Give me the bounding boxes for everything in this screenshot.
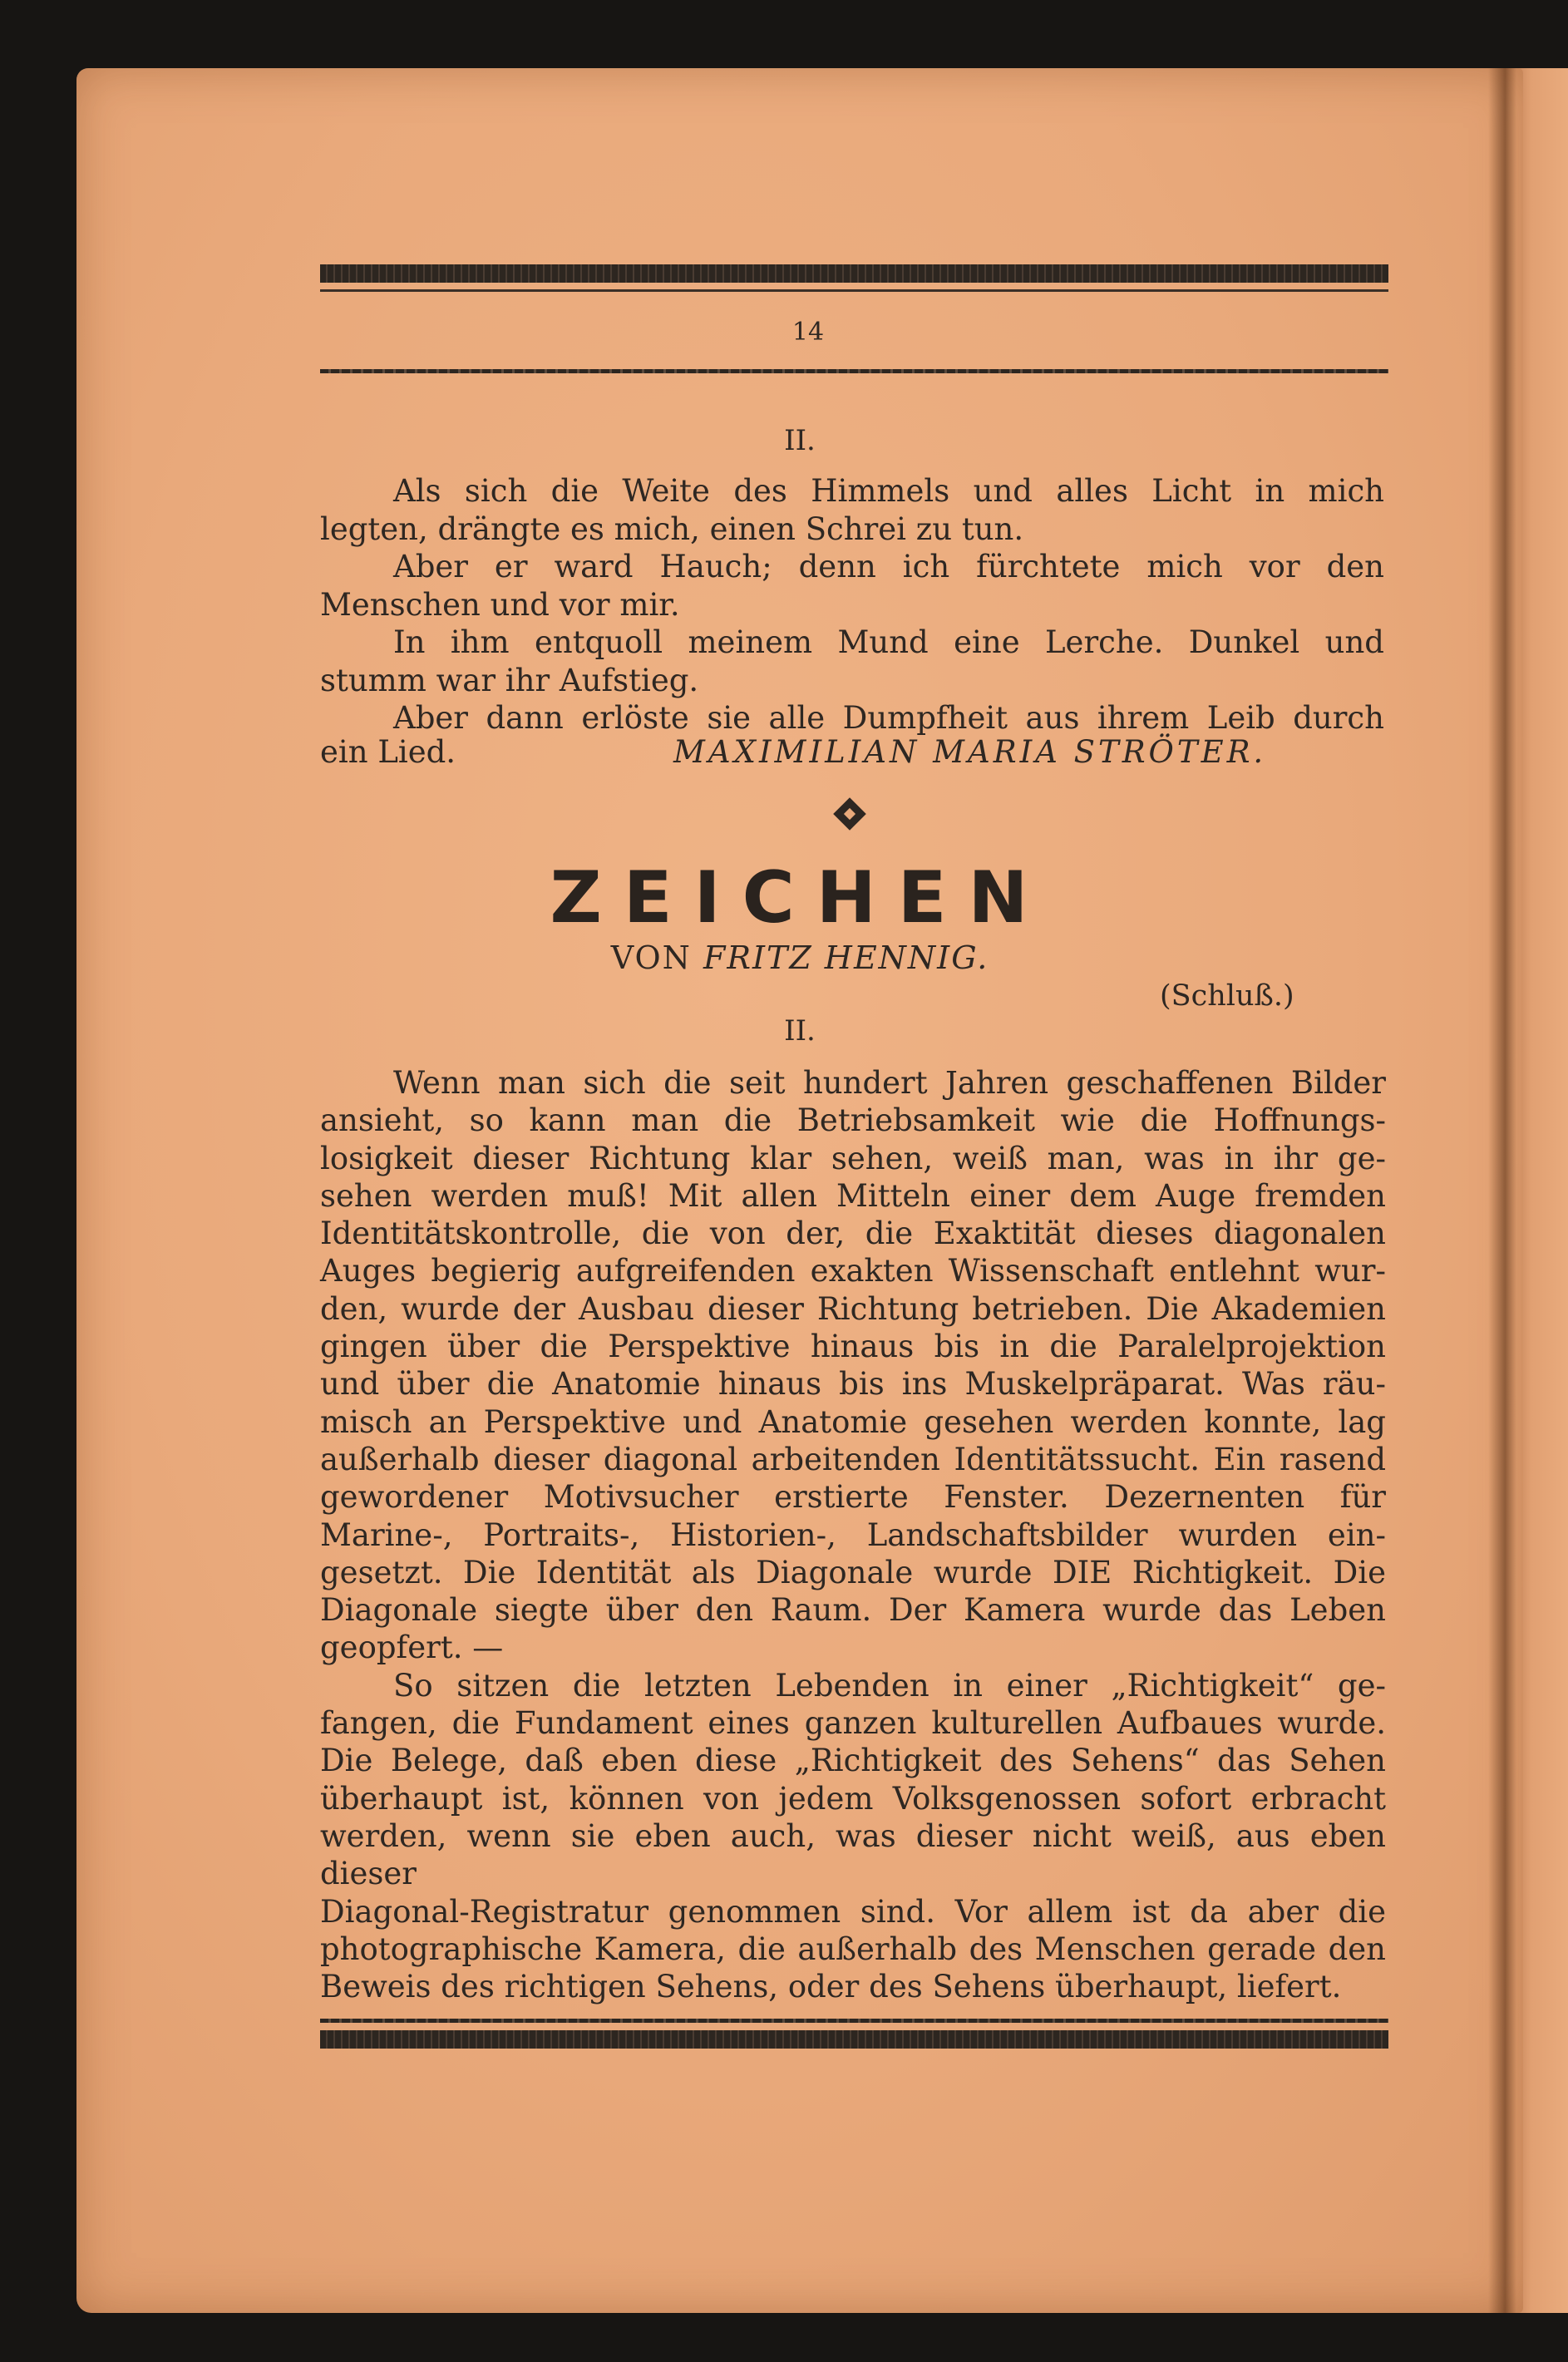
poem-line: Als sich die Weite des Himmels und alles Licht in mich: [393, 473, 1384, 509]
article-line: außerhalb dieser diagonal arbeitenden Identitätssucht. Ein rasend: [320, 1441, 1386, 1477]
poem-line: Aber dann erlöste sie alle Dumpfheit aus ihrem Leib durch: [393, 700, 1384, 736]
article-line: misch an Perspektive und Anatomie gesehen werden konnte, lag: [320, 1403, 1386, 1440]
poem-line: legten, drängte es mich, einen Schrei zu tun.: [320, 510, 1024, 547]
article-line: werden, wenn sie eben auch, was dieser nicht weiß, aus eben dieser: [320, 1817, 1386, 1892]
article-line: Die Belege, daß eben diese „Richtigkeit des Sehens“ das Sehen: [320, 1743, 1386, 1779]
byline-prefix: VON: [610, 939, 692, 976]
article-line: den, wurde der Ausbau dieser Richtung betrieben. Die Akademien: [320, 1290, 1386, 1327]
article-line: gesetzt. Die Identität als Diagonale wurde DIE Richtigkeit. Die: [320, 1554, 1386, 1590]
header-rule-under-number: [320, 369, 1388, 373]
article-line: ansieht, so kann man die Betriebsamkeit wie die Hoffnungs-: [320, 1102, 1386, 1139]
article-line: fangen, die Fundament eines ganzen kulturellen Aufbaues wurde.: [320, 1705, 1386, 1742]
poem-author: MAXIMILIAN MARIA STRÖTER.: [673, 734, 1267, 770]
poem-line: Menschen und vor mir.: [320, 586, 680, 623]
poem-line: Aber er ward Hauch; denn ich fürchtete mich vor den: [393, 549, 1384, 584]
article-line: Diagonal-Registratur genommen sind. Vor allem ist da aber die: [320, 1893, 1386, 1930]
article-line: Auges begierig aufgreifenden exakten Wissenschaft entlehnt wur-: [320, 1253, 1386, 1289]
article-body: [320, 1064, 1386, 2005]
byline-author: FRITZ HENNIG.: [703, 939, 989, 976]
article-line: und über die Anatomie hinaus bis ins Muskelpräparat. Was räu-: [320, 1366, 1386, 1403]
article-line: geopfert. —: [320, 1630, 504, 1666]
footer-rule-thick: [320, 2030, 1388, 2049]
article-line: losigkeit dieser Richtung klar sehen, weiß man, was in ihr ge-: [320, 1140, 1386, 1176]
article-line: überhaupt ist, können von jedem Volksgenossen sofort erbracht: [320, 1780, 1386, 1817]
article-line: sehen werden muß! Mit allen Mitteln einer dem Auge fremden: [320, 1177, 1386, 1214]
header-rule-thick: [320, 264, 1388, 283]
poem-text: [320, 472, 1384, 737]
article-line: photographische Kamera, die außerhalb des Menschen gerade den: [320, 1931, 1386, 1967]
page-number: 14: [791, 318, 825, 347]
article-line: Diagonale siegte über den Raum. Der Kamera wurde das Leben: [320, 1592, 1386, 1629]
article-line: Beweis des richtigen Sehens, oder des Sehens überhaupt, liefert.: [320, 1969, 1342, 2005]
poem-closing-line: [320, 733, 1384, 771]
poem-line: In ihm entquoll meinem Mund eine Lerche. Dunkel und: [393, 624, 1384, 660]
page-gutter-shadow: [1488, 68, 1516, 2313]
article-line: Marine-, Portraits-, Historien-, Landschaftsbilder wurden ein-: [320, 1516, 1386, 1553]
article-line: Identitätskontrolle, die von der, die Exaktität dieses diagonalen: [320, 1216, 1386, 1252]
article-title: ZEICHEN: [550, 856, 1050, 939]
header-rule-thin: [320, 289, 1388, 292]
article-line: So sitzen die letzten Lebenden in einer „Richtigkeit“ ge-: [393, 1667, 1386, 1704]
article-byline: [76, 939, 1523, 976]
poem-last-line: ein Lied.: [320, 734, 456, 770]
article-line: gingen über die Perspektive hinaus bis in die Paralelprojektion: [320, 1329, 1386, 1365]
poem-section-number: II.: [784, 424, 816, 457]
article-line: Wenn man sich die seit hundert Jahren geschaffenen Bilder: [393, 1065, 1386, 1101]
article-line: gewordener Motivsucher erstierte Fenster. Dezernenten für: [320, 1479, 1386, 1516]
poem-line: stumm war ihr Aufstieg.: [320, 662, 699, 698]
continuation-note: (Schluß.): [1160, 979, 1294, 1013]
article-section-number: II.: [784, 1014, 816, 1048]
footer-rule-thin: [320, 2019, 1388, 2023]
